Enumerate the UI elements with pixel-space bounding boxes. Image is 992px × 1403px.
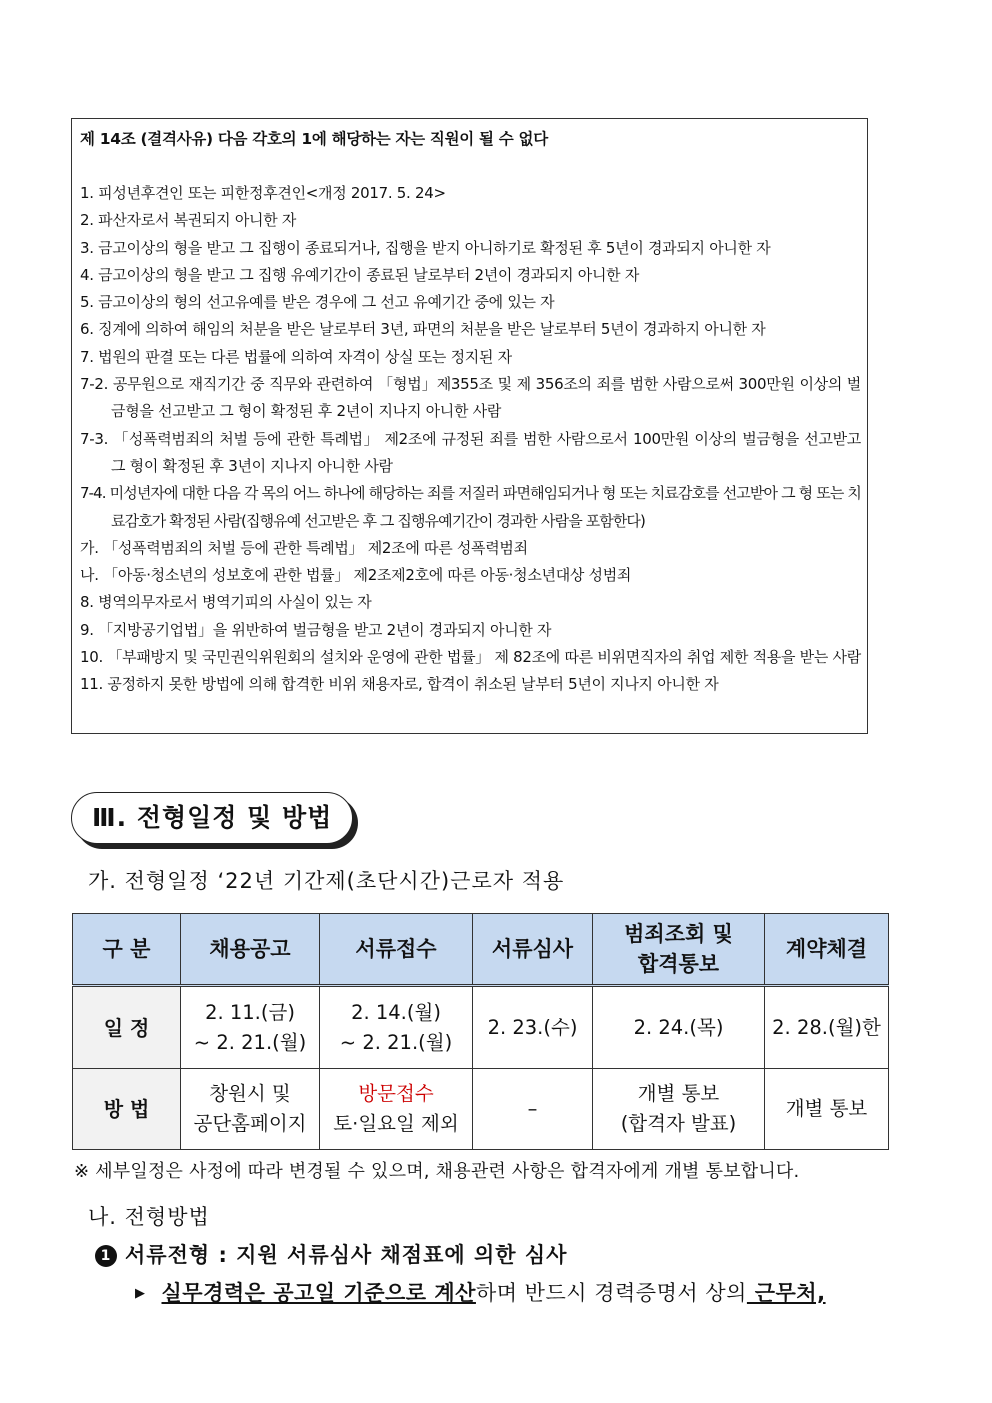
schedule-table: [72, 913, 889, 1150]
article-item: 7-2. 공무원으로 재직기간 중 직무와 관련하여 「형법」제355조 및 제 356조의 죄를 범한 사람으로써 300만원 이상의 벌금형을 선고받고 그 형이 확정된 후 2년이 지나지 아니한 사람: [80, 375, 861, 421]
article-14-box: [71, 118, 868, 734]
cell-application-date: [320, 986, 473, 1069]
bullet-line: [135, 1277, 826, 1307]
article-item: 7-3. 「성폭력범죄의 처벌 등에 관한 특례법」 제2조에 규정된 죄를 범한 사람으로서 100만원 이상의 벌금형을 선고받고 그 형이 확정된 후 3년이 지나지 아니한 사람: [80, 429, 861, 475]
article-item: 8. 병역의무자로서 병역기피의 사실이 있는 자: [80, 593, 372, 612]
article-item: 2. 파산자로서 복권되지 아니한 자: [80, 211, 297, 230]
header-application: 서류접수: [320, 914, 473, 986]
cell-line: 토·일요일 제외: [333, 1112, 459, 1135]
article-item: 11. 공정하지 못한 방법에 의해 합격한 비위 채용자로, 합격이 취소된 날부터 5년이 지나지 아니한 자: [80, 675, 719, 694]
article-item: 나. 「아동·청소년의 성보호에 관한 법률」 제2조제2호에 따른 아동·청소년대상 성범죄: [80, 566, 632, 585]
header-background-check-text: 범죄조회 및 합격통보: [624, 922, 733, 976]
step-1: [95, 1239, 567, 1269]
triangle-bullet-icon: ▶: [135, 1286, 146, 1301]
cell-screening-method: –: [473, 1069, 593, 1150]
article-item: 가. 「성폭력범죄의 처벌 등에 관한 특례법」 제2조에 따른 성폭력범죄: [80, 538, 528, 557]
cell-announcement-method: [181, 1069, 320, 1150]
cell-line: 2. 11.(금): [205, 1000, 295, 1024]
cell-contract-date: 2. 28.(월)한: [765, 986, 889, 1069]
cell-screening-date: 2. 23.(수): [473, 986, 593, 1069]
step-1-text: 서류전형 : 지원 서류심사 채점표에 의한 심사: [125, 1243, 568, 1267]
cell-line: ~ 2. 21.(월): [339, 1030, 453, 1054]
article-item: 9. 「지방공기업법」을 위반하여 벌금형을 받고 2년이 경과되지 아니한 자: [80, 620, 552, 639]
header-background-check: [593, 914, 765, 986]
article-item: 5. 금고이상의 형의 선고유예를 받은 경우에 그 선고 유예기간 중에 있는 자: [80, 293, 555, 312]
section-heading: Ⅲ. 전형일정 및 방법: [71, 792, 353, 844]
table-row: [73, 986, 889, 1069]
cell-check-date: 2. 24.(목): [593, 986, 765, 1069]
underlined-text: 실무경력은 공고일 기준으로 계산: [161, 1281, 476, 1305]
number-1-icon: 1: [95, 1245, 117, 1267]
cell-line: 공단홈페이지: [193, 1112, 307, 1135]
article-item: 1. 피성년후견인 또는 피한정후견인<개정 2017. 5. 24>: [80, 184, 446, 202]
table-row: [73, 1069, 889, 1150]
article-item: 7. 법원의 판결 또는 다른 법률에 의하여 자격이 상실 또는 정지된 자: [80, 347, 512, 366]
row-label-schedule: 일 정: [73, 986, 181, 1069]
cell-contract-method: 개별 통보: [765, 1069, 889, 1150]
cell-line-highlight: 방문접수: [358, 1082, 434, 1105]
cell-application-method: [320, 1069, 473, 1150]
header-screening: 서류심사: [473, 914, 593, 986]
cell-line: 창원시 및: [209, 1082, 291, 1105]
cell-line: (합격자 발표): [620, 1112, 737, 1135]
cell-line: ~ 2. 21.(월): [193, 1030, 307, 1054]
cell-check-method: [593, 1069, 765, 1150]
header-announcement: 채용공고: [181, 914, 320, 986]
method-subtitle: 나. 전형방법: [88, 1205, 210, 1229]
bullet-text: 하며 반드시 경력증명서 상의: [475, 1281, 747, 1305]
article-item: 3. 금고이상의 형을 받고 그 집행이 종료되거나, 집행을 받지 아니하기로 확정된 후 5년이 경과되지 아니한 자: [80, 238, 771, 257]
table-header-row: [73, 914, 889, 986]
cell-line: 개별 통보: [637, 1082, 720, 1105]
article-item: 10. 「부패방지 및 국민권익위원회의 설치와 운영에 관한 법률」 제 82조에 따른 비위면직자의 취업 제한 적용을 받는 사람: [80, 648, 861, 667]
header-category: 구 분: [73, 914, 181, 986]
cell-announcement-date: [181, 986, 320, 1069]
article-item: 7-4. 미성년자에 대한 다음 각 목의 어느 하나에 해당하는 죄를 저질러 파면해임되거나 형 또는 치료감호를 선고받아 그 형 또는 치료감호가 확정된 사람(집행유예 선고받은 후 그 집행유예기간이 경과한 사람을 포함한다): [80, 484, 861, 530]
schedule-subtitle: 가. 전형일정 ‘22년 기간제(초단시간)근로자 적용: [88, 869, 565, 893]
cell-line: 2. 14.(월): [351, 1000, 441, 1024]
article-title: 제 14조 (결격사유) 다음 각호의 1에 해당하는 자는 직원이 될 수 없다: [80, 130, 548, 148]
article-item: 4. 금고이상의 형을 받고 그 집행 유예기간이 종료된 날로부터 2년이 경과되지 아니한 자: [80, 265, 640, 284]
row-label-method: 방 법: [73, 1069, 181, 1150]
header-contract: 계약체결: [765, 914, 889, 986]
schedule-note: ※ 세부일정은 사정에 따라 변경될 수 있으며, 채용관련 사항은 합격자에게 개별 통보합니다.: [74, 1161, 800, 1182]
article-item: 6. 징계에 의하여 해임의 처분을 받은 날로부터 3년, 파면의 처분을 받은 날로부터 5년이 경과하지 아니한 자: [80, 320, 766, 339]
underlined-tail: 근무처,: [746, 1281, 826, 1305]
